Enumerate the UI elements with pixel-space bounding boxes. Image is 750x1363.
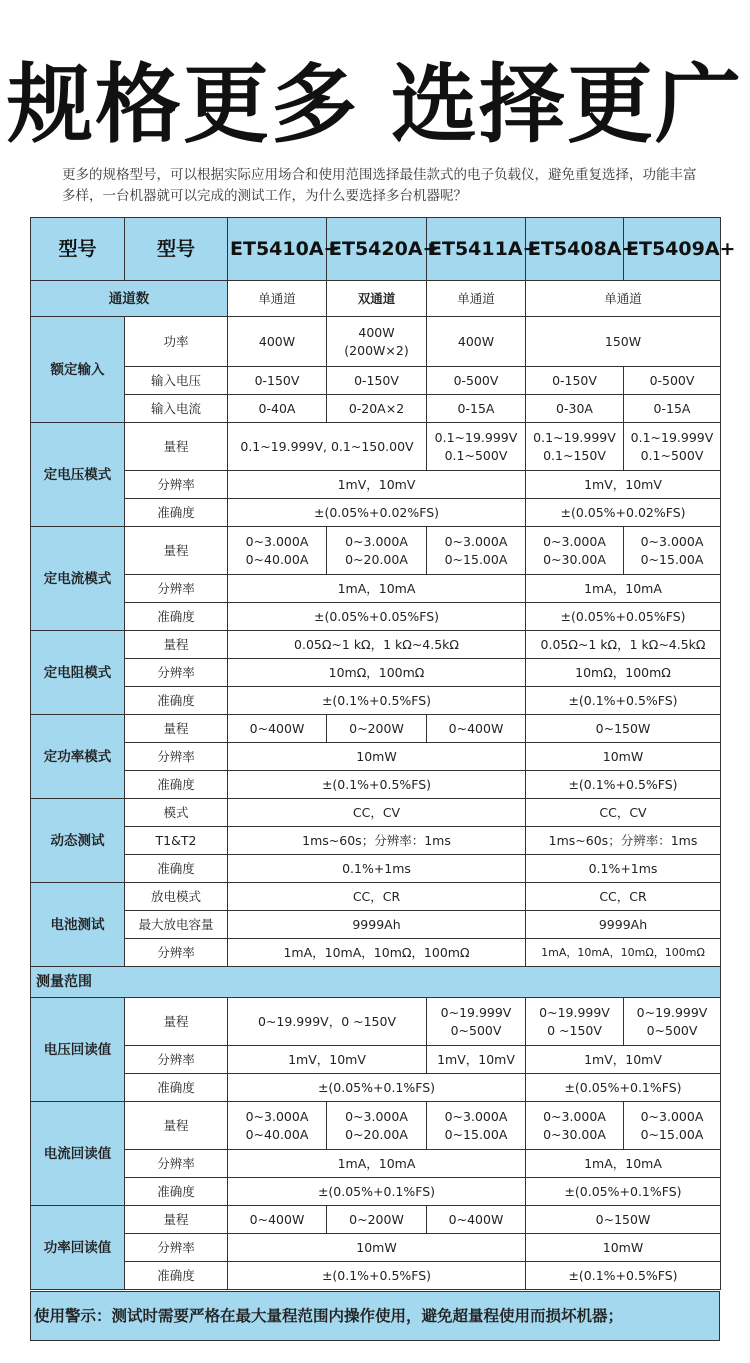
category-label: 定电流模式 [31,527,125,631]
cell-line: 0~15.00A [444,1126,508,1142]
cell [526,423,624,471]
cell [624,423,721,471]
param-label: T1&T2 [125,827,228,855]
table-row [31,687,721,715]
param-label: 分辨率 [125,1046,228,1074]
cell [427,527,526,575]
cell: ±(0.05%+0.05%FS) [228,603,526,631]
table-row [31,743,721,771]
cell: 0-15A [624,395,721,423]
param-label: 分辨率 [125,939,228,967]
cell-line: 0.1~19.999V [434,429,518,445]
cell: 10mW [228,1234,526,1262]
table-row [31,631,721,659]
cell: 0~150W [526,715,721,743]
cell-line: 0~19.999V [440,1004,512,1020]
param-label: 准确度 [125,771,228,799]
model-name: ET5411A+ [427,218,526,281]
cell-line: 0~3.000A [640,1108,704,1124]
param-label: 量程 [125,527,228,575]
table-row [31,471,721,499]
table-row [31,715,721,743]
param-label: 量程 [125,1102,228,1150]
param-label: 准确度 [125,499,228,527]
cell: ±(0.05%+0.05%FS) [526,603,721,631]
cell: 0-20A×2 [327,395,427,423]
cell: 150W [526,317,721,367]
cell: 0.1~19.999V, 0.1~150.00V [228,423,427,471]
table-row [31,911,721,939]
cell: 9999Ah [526,911,721,939]
spec-table [30,217,736,1290]
table-row [31,575,721,603]
cell-line: 0~20.00A [345,1126,408,1142]
table-row [31,527,721,575]
cell [624,998,721,1046]
cell: 10mΩ，100mΩ [526,659,721,687]
cell: 单通道 [526,281,721,317]
table-row [31,799,721,827]
cell: 0~400W [427,715,526,743]
cell [624,1102,721,1150]
table-row [31,1178,721,1206]
cell: 10mW [228,743,526,771]
cell-line: 0 ~150V [547,1022,602,1038]
cell: 1mA，10mA [228,575,526,603]
cell: ±(0.05%+0.02%FS) [228,499,526,527]
cell: 10mW [526,743,721,771]
cell: ±(0.05%+0.1%FS) [228,1074,526,1102]
cell-line: (200W×2) [344,342,409,358]
param-label: 量程 [125,631,228,659]
param-label: 准确度 [125,603,228,631]
cell: 1ms~60s；分辨率：1ms [228,827,526,855]
cell [624,527,721,575]
param-label: 分辨率 [125,659,228,687]
cell: 1mV，10mV [228,471,526,499]
cell: 0.1%+1ms [228,855,526,883]
model-name: ET5409A+ [624,218,721,281]
category-label: 动态测试 [31,799,125,883]
header-label: 型号 [31,218,125,281]
table-row [31,827,721,855]
cell: 单通道 [228,281,327,317]
cell-line: 0~20.00A [345,551,408,567]
param-label: 放电模式 [125,883,228,911]
category-label: 电流回读值 [31,1102,125,1206]
table-row [31,1150,721,1178]
table-row [31,1074,721,1102]
param-label: 准确度 [125,1074,228,1102]
category-label: 额定输入 [31,317,125,423]
cell: ±(0.1%+0.5%FS) [228,1262,526,1290]
category-label: 定电压模式 [31,423,125,527]
param-label: 分辨率 [125,1234,228,1262]
param-label: 量程 [125,423,228,471]
cell [526,527,624,575]
table-row [31,1234,721,1262]
param-label: 分辨率 [125,471,228,499]
cell-line: 0.1~150V [543,447,606,463]
cell: 1mA，10mA [526,1150,721,1178]
row-label: 通道数 [31,281,228,317]
cell: 1mA，10mA，10mΩ，100mΩ [526,939,721,967]
cell: 10mΩ，100mΩ [228,659,526,687]
table-row [31,603,721,631]
cell-line: 0~3.000A [543,533,606,549]
cell: ±(0.1%+0.5%FS) [526,771,721,799]
cell: 0-150V [526,367,624,395]
table-row [31,423,721,471]
cell: ±(0.05%+0.02%FS) [526,499,721,527]
cell: 双通道 [327,281,427,317]
cell [526,998,624,1046]
param-label: 量程 [125,998,228,1046]
cell: 400W [228,317,327,367]
cell-line: 0~500V [646,1022,698,1038]
category-label: 电池测试 [31,883,125,967]
cell [427,423,526,471]
cell [327,527,427,575]
param-label: 准确度 [125,855,228,883]
cell: 单通道 [427,281,526,317]
cell: 10mW [526,1234,721,1262]
category-label: 定电阻模式 [31,631,125,715]
cell: 0~400W [228,715,327,743]
cell-line: 0~15.00A [444,551,508,567]
cell: 0~200W [327,715,427,743]
cell-line: 0~3.000A [345,533,408,549]
table-row [31,998,721,1046]
cell: 0-40A [228,395,327,423]
cell: 0~19.999V，0 ~150V [228,998,427,1046]
cell: 1ms~60s；分辨率：1ms [526,827,721,855]
cell-line: 0~3.000A [245,533,309,549]
category-label: 电压回读值 [31,998,125,1102]
table-row [31,499,721,527]
table-row [31,1262,721,1290]
cell: 0-15A [427,395,526,423]
cell: 1mV，10mV [427,1046,526,1074]
section-title: 测量范围 [31,967,721,998]
cell: 0-500V [427,367,526,395]
cell: 0-500V [624,367,721,395]
cell [228,1102,327,1150]
header-row [31,218,721,281]
param-label: 量程 [125,715,228,743]
table-row [31,1046,721,1074]
param-label: 分辨率 [125,575,228,603]
cell: ±(0.05%+0.1%FS) [526,1074,721,1102]
cell: CC，CR [228,883,526,911]
param-label: 准确度 [125,1178,228,1206]
cell: ±(0.05%+0.1%FS) [228,1178,526,1206]
section-header-row [31,967,721,998]
cell-line: 0~3.000A [245,1108,309,1124]
cell: 1mA，10mA，10mΩ，100mΩ [228,939,526,967]
model-name: ET5410A+ [228,218,327,281]
cell: ±(0.1%+0.5%FS) [526,1262,721,1290]
cell-line: 0.1~19.999V [630,429,714,445]
page-headline: 规格更多 选择更广 [7,55,743,155]
cell [526,1102,624,1150]
category-label: 定功率模式 [31,715,125,799]
cell: 0~200W [327,1206,427,1234]
cell: CC，CR [526,883,721,911]
cell: 1mV，10mV [228,1046,427,1074]
cell [327,317,427,367]
cell [427,1102,526,1150]
cell-line: 0~15.00A [640,1126,704,1142]
cell: 9999Ah [228,911,526,939]
param-label: 功率 [125,317,228,367]
table-row [31,1102,721,1150]
cell-line: 0~19.999V [539,1004,610,1020]
cell: 1mV，10mV [526,471,721,499]
table-row [31,317,721,367]
table-row [31,883,721,911]
cell-line: 0.1~500V [444,447,508,463]
cell: 1mV，10mV [526,1046,721,1074]
cell-line: 0~19.999V [636,1004,708,1020]
cell: 0~150W [526,1206,721,1234]
cell: 400W [427,317,526,367]
cell: 0.05Ω~1 kΩ，1 kΩ~4.5kΩ [526,631,721,659]
cell-line: 0.1~19.999V [533,429,616,445]
table-row [31,395,721,423]
table-row [31,939,721,967]
param-label: 分辨率 [125,1150,228,1178]
cell: CC，CV [228,799,526,827]
table-row [31,771,721,799]
cell: 0.05Ω~1 kΩ，1 kΩ~4.5kΩ [228,631,526,659]
param-label: 最大放电容量 [125,911,228,939]
cell-line: 0~3.000A [444,1108,508,1124]
cell: 0-150V [327,367,427,395]
cell: 0.1%+1ms [526,855,721,883]
cell [427,998,526,1046]
table-row [31,659,721,687]
channels-row [31,281,721,317]
param-label: 量程 [125,1206,228,1234]
cell: 0~400W [228,1206,327,1234]
cell-line: 0~40.00A [245,551,309,567]
cell-line: 400W [358,324,395,340]
cell-line: 0~3.000A [444,533,508,549]
cell: 0~400W [427,1206,526,1234]
cell: ±(0.05%+0.1%FS) [526,1178,721,1206]
cell: ±(0.1%+0.5%FS) [228,687,526,715]
cell-line: 0~30.00A [543,1126,606,1142]
cell-line: 0~500V [450,1022,502,1038]
header-label: 型号 [125,218,228,281]
cell-line: 0~30.00A [543,551,606,567]
cell-line: 0~15.00A [640,551,704,567]
cell: 1mA，10mA [526,575,721,603]
usage-warning: 使用警示：测试时需要严格在最大量程范围内操作使用，避免超量程使用而损坏机器； [30,1291,720,1341]
cell: CC，CV [526,799,721,827]
cell [228,527,327,575]
cell: 0-30A [526,395,624,423]
cell: ±(0.1%+0.5%FS) [228,771,526,799]
cell-line: 0~3.000A [640,533,704,549]
model-name: ET5420A+ [327,218,427,281]
table-row [31,855,721,883]
cell: 1mA，10mA [228,1150,526,1178]
model-name: ET5408A+ [526,218,624,281]
param-label: 输入电压 [125,367,228,395]
intro-text: 更多的规格型号，可以根据实际应用场合和使用范围选择最佳款式的电子负载仪，避免重复选择，功能丰富多样，一台机器就可以完成的测试工作，为什么要选择多台机器呢？ [62,167,697,204]
cell-line: 0~40.00A [245,1126,309,1142]
cell-line: 0~3.000A [543,1108,606,1124]
category-label: 功率回读值 [31,1206,125,1290]
cell-line: 0.1~500V [640,447,704,463]
cell-line: 0~3.000A [345,1108,408,1124]
cell: ±(0.1%+0.5%FS) [526,687,721,715]
param-label: 准确度 [125,687,228,715]
cell: 0-150V [228,367,327,395]
param-label: 模式 [125,799,228,827]
table-row [31,1206,721,1234]
table-row [31,367,721,395]
param-label: 分辨率 [125,743,228,771]
param-label: 准确度 [125,1262,228,1290]
cell [327,1102,427,1150]
param-label: 输入电流 [125,395,228,423]
